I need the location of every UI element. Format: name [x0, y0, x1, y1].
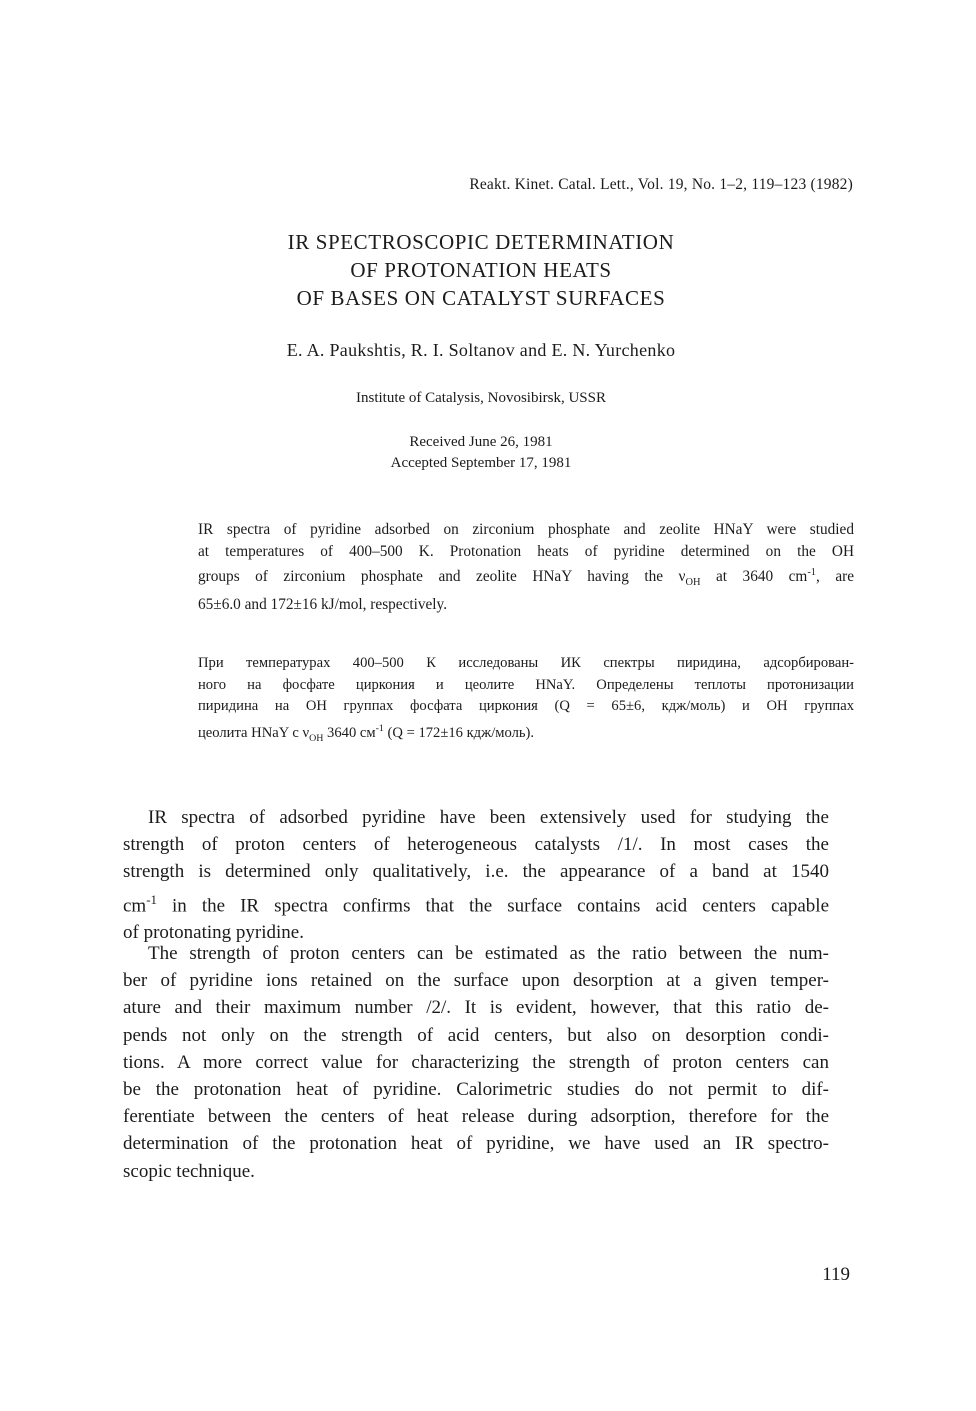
affiliation: Institute of Catalysis, Novosibirsk, USSR — [355, 390, 606, 406]
page-number: 119 — [822, 1264, 850, 1285]
abstract-line: пиридина на ОН группах фосфата циркония (Q = 65±6, кдж/моль) и ОН группах — [198, 698, 854, 714]
body-line: scopic technique. — [123, 1160, 255, 1182]
body-line: of protonating pyridine. — [123, 922, 304, 944]
body-line: tions. A more correct value for characterizing the strength of proton centers can — [123, 1051, 829, 1073]
received-date: Received June 26, 1981 — [409, 434, 553, 450]
body-line: determination of the protonation heat of pyridine, we have used an IR spectro- — [123, 1133, 829, 1155]
abstract-line: 65±6.0 and 172±16 kJ/mol, respectively. — [198, 595, 448, 613]
title-line: OF PROTONATION HEATS — [350, 258, 612, 282]
body-line: The strength of proton centers can be estimated as the ratio between the num- — [148, 943, 829, 964]
body-line: strength of proton centers of heterogeneous catalysts /1/. In most cases the — [123, 834, 829, 856]
abstract-english — [198, 519, 854, 615]
body-paragraph-2 — [123, 940, 829, 1185]
body-line: ber of pyridine ions retained on the surface upon desorption at a given temper- — [123, 970, 829, 992]
abstract-line: ного на фосфате циркония и цеолите HNaY. Определены теплоты протонизации — [198, 676, 854, 693]
abstract-russian — [198, 653, 854, 749]
title-line: IR SPECTROSCOPIC DETERMINATION — [287, 230, 675, 254]
title-line: OF BASES ON CATALYST SURFACES — [296, 286, 666, 310]
abstract-line: at temperatures of 400–500 K. Protonation heats of pyridine determined on the OH — [198, 542, 854, 560]
accepted-date: Accepted September 17, 1981 — [390, 455, 572, 471]
abstract-line: При температурах 400–500 К исследованы ИК спектры пиридина, адсорбирован- — [198, 655, 854, 671]
journal-reference: Reakt. Kinet. Catal. Lett., Vol. 19, No. 1–2, 119–123 (1982) — [469, 176, 853, 193]
body-line: IR spectra of adsorbed pyridine have been extensively used for studying the — [148, 807, 829, 828]
body-line: pends not only on the strength of acid centers, but also on desorption condi- — [123, 1024, 829, 1046]
body-line: be the protonation heat of pyridine. Calorimetric studies do not permit to dif- — [123, 1079, 829, 1101]
body-line: strength is determined only qualitatively, i.e. the appearance of a band at 1540 — [123, 861, 829, 883]
body-line: ature and their maximum number /2/. It is evident, however, that this ratio de- — [123, 997, 829, 1019]
authors: E. A. Paukshtis, R. I. Soltanov and E. N. Yurchenko — [286, 340, 676, 360]
abstract-line: groups of zirconium phosphate and zeolite HNaY having the $\nu_{OH}$ at 3640 $cm^{-1}$, are — [198, 567, 855, 589]
paper-title — [0, 228, 962, 312]
abstract-line: цеолита HNaY с $\nu_{OH}$ 3640 $см^{-1}$ (Q = 172±16 кдж/моль). — [198, 722, 535, 744]
abstract-line: IR spectra of pyridine adsorbed on zirconium phosphate and zeolite HNaY were studied — [198, 521, 854, 538]
body-line: ferentiate between the centers of heat release during adsorption, therefore for the — [123, 1106, 829, 1128]
body-paragraph-1 — [123, 804, 829, 946]
submission-dates — [0, 432, 962, 474]
body-line: $cm^{-1}$ in the IR spectra confirms that the surface contains acid centers capable — [123, 891, 829, 916]
